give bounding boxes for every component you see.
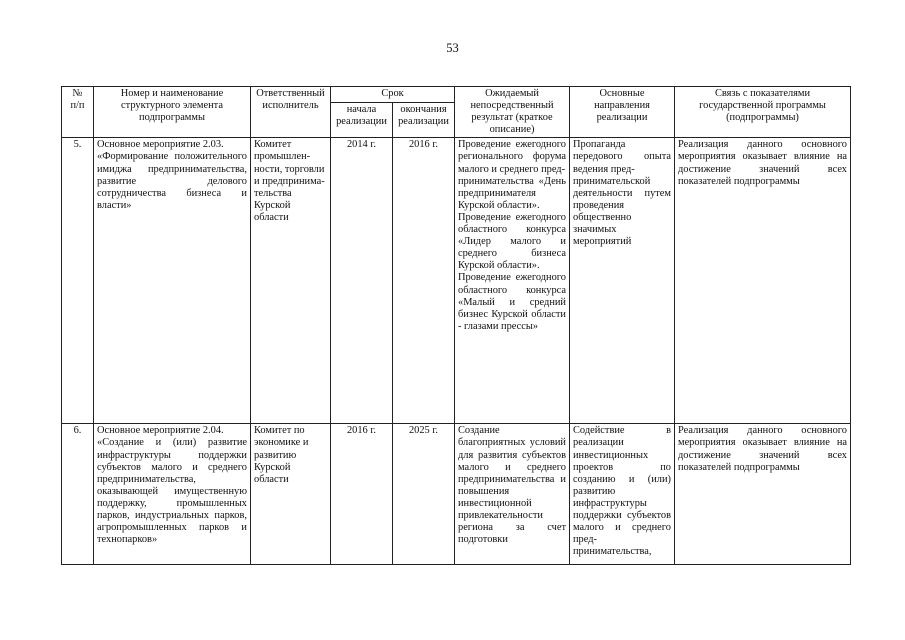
- row-name: Основное мероприятие 2.04. «Создание и (или) развитие инфраструктуры поддержки субъектов малого и среднего предпринимательства, оказывающей имущественную поддержку, промышленных парков, индустриальных парков, агропромышленных парков и технопарков»: [94, 424, 251, 565]
- row-result: Проведение ежегодного регионального форума малого и среднего пред- принимательства «День предпринимателя Курской области». Проведение ежегодного областного конкурса «Лидер малого и среднего бизнеса Курской области». Проведение ежегодного областного конкурса «Малый и средний бизнес Курской области - глазами прессы»: [455, 138, 570, 424]
- row-start: 2016 г.: [331, 424, 393, 565]
- row-executor: Комитет промышлен- ности, торговли и предпринима- тельства Курской области: [251, 138, 331, 424]
- row-end: 2016 г.: [393, 138, 455, 424]
- row-link: Реализация данного основного мероприятия оказывает влияние на достижение значений всех показателей подпрограммы: [675, 138, 851, 424]
- header-link: Связь с показателями государственной программы (подпрограммы): [675, 87, 851, 138]
- program-table: [61, 86, 851, 565]
- header-term: Срок: [331, 87, 455, 103]
- header-result: Ожидаемый непосредственный результат (краткое описание): [455, 87, 570, 138]
- header-executor: Ответственный исполнитель: [251, 87, 331, 138]
- row-link: Реализация данного основного мероприятия оказывает влияние на достижение значений всех показателей подпрограммы: [675, 424, 851, 565]
- row-directions: Содействие в реализации инвестиционных проектов по созданию и (или) развитию инфраструктуры поддержки субъектов малого и среднего пред- принимательства,: [570, 424, 675, 565]
- header-name: Номер и наименование структурного элемента подпрограммы: [94, 87, 251, 138]
- row-name: Основное мероприятие 2.03. «Формирование положительного имиджа предпринимательства, развитие делового сотрудничества бизнеса и власти»: [94, 138, 251, 424]
- header-end: окончания реализации: [393, 103, 455, 138]
- row-start: 2014 г.: [331, 138, 393, 424]
- table-row: [62, 424, 851, 565]
- row-result: Создание благоприятных условий для развития субъектов малого и среднего предпринимательства и повышения инвестиционной привлекательности региона за счет подготовки: [455, 424, 570, 565]
- row-executor: Комитет по экономике и развитию Курской области: [251, 424, 331, 565]
- header-num: № п/п: [62, 87, 94, 138]
- table-row: [62, 138, 851, 424]
- header-start: начала реализации: [331, 103, 393, 138]
- page-number: 53: [446, 41, 459, 55]
- row-number: 6.: [62, 424, 94, 565]
- header-directions: Основные направления реализации: [570, 87, 675, 138]
- row-number: 5.: [62, 138, 94, 424]
- table-header-row: [62, 87, 851, 103]
- row-directions: Пропаганда передового опыта ведения пред- принимательской деятельности путем проведения общественно значимых мероприятий: [570, 138, 675, 424]
- row-end: 2025 г.: [393, 424, 455, 565]
